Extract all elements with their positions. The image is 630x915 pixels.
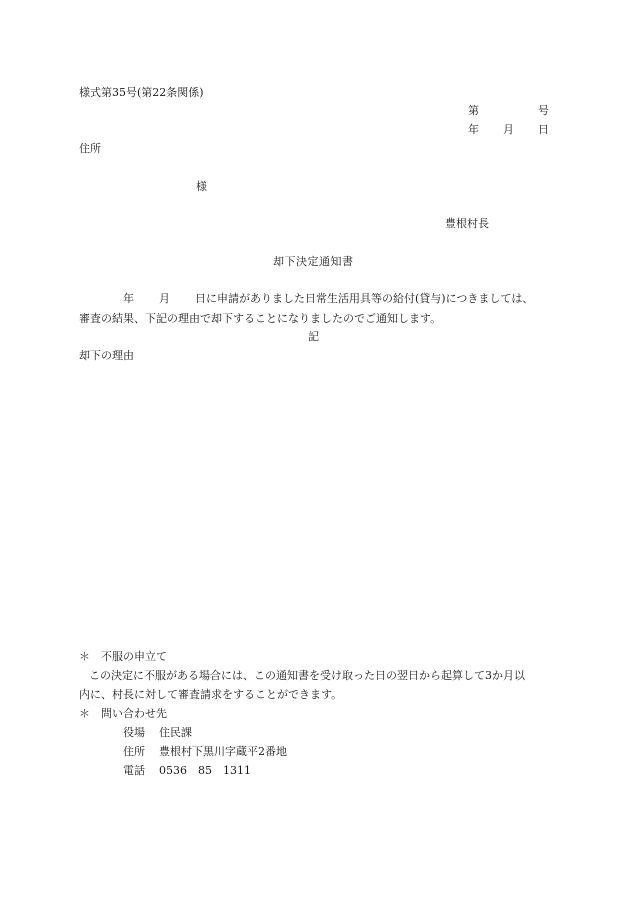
ki-label: 記 bbox=[308, 330, 319, 343]
contact-address-label: 住所 bbox=[123, 745, 145, 758]
doc-number-go: 号 bbox=[538, 104, 549, 117]
doc-date-year: 年 bbox=[468, 123, 479, 136]
appeal-heading: ＊ 不服の申立て bbox=[79, 650, 167, 663]
form-number: 様式第35号(第22条関係) bbox=[79, 86, 204, 99]
contact-office-value: 住民課 bbox=[159, 726, 192, 739]
body-line1: 日に申請がありました日常生活用具等の給付(貸与)につきましては、 bbox=[195, 292, 534, 305]
body-date-year: 年 bbox=[123, 292, 134, 305]
doc-date-day: 日 bbox=[538, 123, 549, 136]
contact-address-value: 豊根村下黒川字蔵平2番地 bbox=[159, 745, 287, 758]
reason-label: 却下の理由 bbox=[79, 349, 134, 362]
body-line2: 審査の結果、下記の理由で却下することになりましたのでご通知します。 bbox=[79, 312, 442, 325]
contact-phone-value: 0536 85 1311 bbox=[159, 764, 251, 777]
contact-office-label: 役場 bbox=[123, 726, 145, 739]
document-title: 却下決定通知書 bbox=[273, 255, 354, 268]
body-date-month: 月 bbox=[159, 292, 170, 305]
issuer: 豊根村長 bbox=[445, 217, 489, 230]
contact-heading: ＊ 問い合わせ先 bbox=[79, 707, 167, 720]
recipient-honorific: 様 bbox=[196, 180, 207, 193]
appeal-line2: 内に、村長に対して審査請求をすることができます。 bbox=[79, 688, 343, 701]
recipient-address-label: 住所 bbox=[79, 142, 101, 155]
contact-phone-label: 電話 bbox=[123, 764, 145, 777]
appeal-line1: この決定に不服がある場合には、この通知書を受け取った日の翌日から起算して3か月以 bbox=[89, 669, 525, 682]
doc-date-month: 月 bbox=[503, 123, 514, 136]
doc-number-dai: 第 bbox=[468, 104, 479, 117]
